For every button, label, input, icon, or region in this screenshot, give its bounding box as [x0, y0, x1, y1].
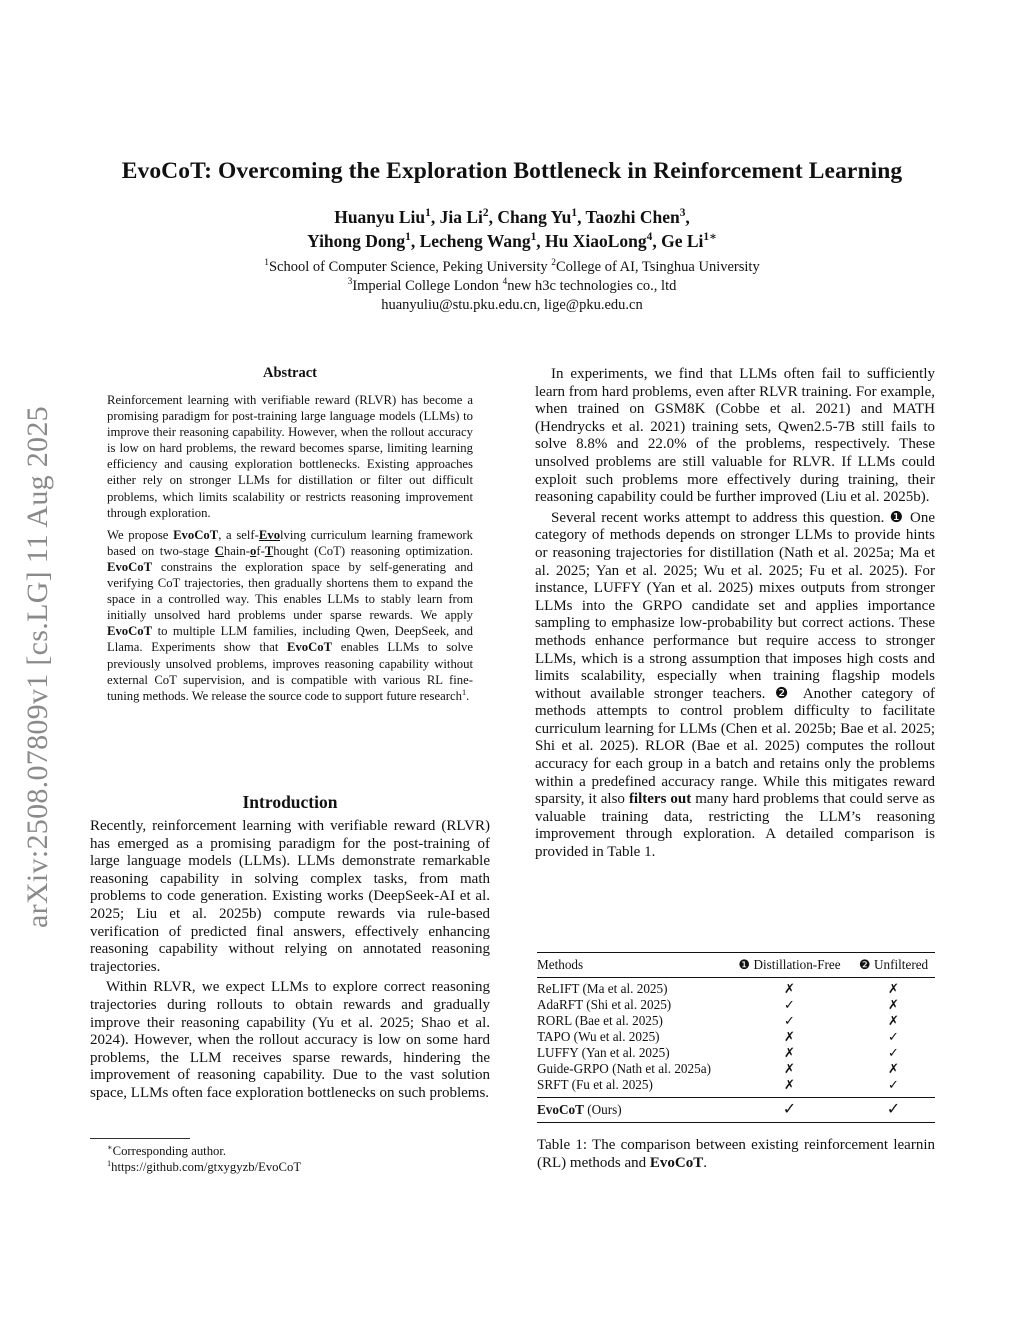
author-sup: 1	[571, 207, 578, 220]
distillation-free-cell: ✓	[782, 1101, 797, 1118]
table-row	[537, 1061, 935, 1077]
marker-1: ❶	[889, 509, 905, 526]
author-emails: huanyuliu@stu.pku.edu.cn, lige@pku.edu.cn	[381, 297, 643, 313]
unfiltered-cell: ✗	[887, 997, 900, 1012]
table-row	[537, 1045, 935, 1061]
table-caption: Table 1: The comparison between existing reinforcement learnin (RL) methods and EvoCoT.	[537, 1137, 935, 1171]
author-sup: 4	[646, 231, 653, 244]
method-cell: LUFFY (Yan et al. 2025)	[537, 1045, 670, 1060]
abstract-paragraph-2: We propose EvoCoT, a self-Evolving curriculum learning framework based on two-stage Chain-of-Thought (CoT) reasoning optimization. EvoCoT constrains the exploration space by self-generating and verifying CoT trajectories, then gradually shortens them to expand the space in a controlled way. This enables LLMs to stably learn from initially unsolved hard problems under sparse rewards. We apply EvoCoT to multiple LLM families, including Qwen, DeepSeek, and Llama. Experiments show that EvoCoT enables LLMs to solve previously unsolved problems, improves reasoning capability without external CoT supervision, and is compatible with various RL fine-tuning methods. We release the source code to support future research$^1$.	[107, 527, 473, 703]
arxiv-id: arXiv:2508.07809v1 [cs.LG] 11 Aug 2025	[21, 406, 54, 928]
table-row-evocot	[537, 1098, 935, 1122]
author-sup: 3	[679, 207, 686, 220]
paper-title: EvoCoT: Overcoming the Exploration Bottleneck in Reinforcement Learning	[121, 158, 903, 184]
author-line-1	[0, 207, 1024, 228]
distillation-free-cell: ✗	[783, 981, 796, 996]
method-cell: ReLIFT (Ma et al. 2025)	[537, 981, 668, 996]
header-methods: Methods	[537, 957, 584, 972]
method-cell: AdaRFT (Shi et al. 2025)	[537, 997, 672, 1012]
author-sup: 1∗	[703, 231, 717, 244]
unfiltered-cell: ✗	[887, 1061, 900, 1076]
unfiltered-cell: ✗	[887, 981, 900, 996]
author-sup: 1	[530, 231, 537, 244]
affil-text: new h3c technologies co., ltd	[507, 278, 677, 294]
unfiltered-cell: ✓	[886, 1101, 901, 1118]
right-paragraph-1: In experiments, we find that LLMs often fail to sufficiently learn from hard problems, even after RLVR training. For example, when trained on GSM8K (Cobbe et al. 2021) and MATH (Hendrycks et al. 2021) training sets, Qwen2.5-7B still fails to solve 8.8% and 22.0% of the problems, respectively. These unsolved problems are still valuable for RLVR. If LLMs could exploit such problems more effectively during training, their reasoning capability could be further improved (Liu et al. 2025b).	[535, 366, 935, 506]
author-sep: ,	[430, 207, 440, 227]
introduction-heading: Introduction	[242, 792, 338, 812]
intro-paragraph-2: Within RLVR, we expect LLMs to explore correct reasoning trajectories during rollouts to obtain rewards and gradually improve their reasoning capability (Yu et al. 2025; Shao et al. 2024). However, when the rollout accuracy is low on some hard problems, the LLM receives sparse rewards, hindering the improvement of reasoning capability. Due to the vast solution space, LLMs often face exploration bottlenecks on such problems.	[90, 979, 490, 1101]
abstract-body	[107, 392, 473, 710]
author-sep: ,	[577, 207, 586, 227]
author-name: Hu XiaoLong	[545, 231, 647, 251]
affil-sup: 4	[502, 277, 508, 288]
author-sup: 2	[482, 207, 489, 220]
table-row	[537, 1077, 935, 1093]
unfiltered-cell: ✓	[887, 1029, 900, 1044]
affil-sup: 1	[264, 258, 269, 269]
author-name: Chang Yu	[497, 207, 572, 227]
author-sup: 1	[425, 207, 431, 220]
method-cell: TAPO (Wu et al. 2025)	[537, 1029, 660, 1044]
intro-paragraph-1: Recently, reinforcement learning with verifiable reward (RLVR) has emerged as a promising paradigm for the post-training of large language models (LLMs). LLMs demonstrate remarkable reasoning capability in solving complex tasks, from math problems to code generation. Existing works (DeepSeek-AI et al. 2025; Liu et al. 2025b) compute rewards via rule-based verification of predicted final answers, effectively enhancing reasoning capability without relying on annotated reasoning trajectories.	[90, 818, 490, 975]
distillation-free-cell: ✗	[783, 1045, 796, 1060]
distillation-free-cell: ✗	[783, 1029, 796, 1044]
footnotes	[107, 1143, 301, 1175]
method-cell: SRFT (Fu et al. 2025)	[537, 1077, 653, 1092]
distillation-free-cell: ✗	[783, 1077, 796, 1092]
table-row	[537, 997, 935, 1013]
affiliation-line-1	[0, 259, 1024, 276]
unfiltered-cell: ✓	[887, 1045, 900, 1060]
author-name: Ge Li	[661, 231, 704, 251]
table-row	[537, 1013, 935, 1029]
footnote-github: $^1$https://github.com/gtxygyzb/EvoCoT	[107, 1158, 302, 1174]
marker-2: ❷	[774, 685, 795, 702]
author-line-2	[0, 231, 1024, 252]
footnote-corresponding: ∗Corresponding author.	[107, 1142, 227, 1158]
unfiltered-cell: ✗	[887, 1013, 900, 1028]
arxiv-sidebar	[10, 372, 66, 962]
unfiltered-cell: ✓	[887, 1077, 900, 1092]
author-sep: ,	[410, 231, 420, 251]
comparison-table	[537, 952, 935, 1123]
author-sep: ,	[536, 231, 546, 251]
author-name: Yihong Dong	[307, 231, 406, 251]
author-sup: 1	[405, 231, 411, 244]
author-name: Lecheng Wang	[419, 231, 531, 251]
author-sep: ,	[488, 207, 498, 227]
method-cell: Guide-GRPO (Nath et al. 2025a)	[537, 1061, 711, 1076]
affil-text: Imperial College London	[352, 278, 503, 294]
introduction-body	[90, 818, 490, 1103]
abstract-paragraph-1: Reinforcement learning with verifiable reward (RLVR) has become a promising paradigm for post-training large language models (LLMs) to improve their reasoning capability. However, when the rollout accuracy is low on hard problems, the reward becomes sparse, limiting learning efficiency and causing exploration bottlenecks. Existing approaches either rely on stronger LLMs for distillation or filter out difficult problems, which limits scalability or restricts reasoning improvement through exploration.	[107, 393, 473, 520]
table-header-row	[537, 953, 935, 977]
author-sep: ,	[685, 207, 690, 227]
right-column-body	[535, 366, 935, 862]
affil-sup: 2	[551, 258, 556, 269]
method-cell: EvoCoT (Ours)	[537, 1102, 622, 1117]
abstract-heading: Abstract	[263, 365, 317, 381]
affil-sup: 3	[347, 277, 353, 288]
affil-text: College of AI, Tsinghua University	[556, 259, 760, 275]
header-distillation-free: ❶ Distillation-Free	[738, 957, 841, 972]
author-name: Taozhi Chen	[585, 207, 680, 227]
table-row	[537, 1029, 935, 1045]
affiliation-line-2	[0, 278, 1024, 295]
affil-text: School of Computer Science, Peking University	[268, 259, 552, 275]
method-cell: RORL (Bae et al. 2025)	[537, 1013, 663, 1028]
author-name: Huanyu Liu	[334, 207, 426, 227]
distillation-free-cell: ✗	[783, 1061, 796, 1076]
right-paragraph-2: Several recent works attempt to address this question. ❶ One category of methods depends on stronger LLMs to provide hints or reasoning trajectories for distillation (Nath et al. 2025a; Ma et al. 2025; Yan et al. 2025; Wu et al. 2025; Fu et al. 2025). For instance, LUFFY (Yan et al. 2025) mixes outputs from stronger LLMs into the GRPO candidate set and applies importance sampling to emphasize low-probability but correct actions. These methods enhance performance but require access to stronger LLMs, which is a strong assumption that imposes high costs and limits scalability, especially when training flagship models without available stronger teachers. ❷ Another category of methods attempts to control problem difficulty to facilitate curriculum learning for LLMs (Chen et al. 2025b; Bae et al. 2025; Shi et al. 2025). RLOR (Bae et al. 2025) computes the rollout accuracy for each group in a batch and retains only the problems within a predefined accuracy range. While this mitigates reward sparsity, it also filters out many hard problems that could serve as valuable training data, restricting the LLM’s reasoning improvement through exploration. A detailed comparison is provided in Table 1.	[535, 509, 936, 861]
table-row	[537, 981, 935, 997]
distillation-free-cell: ✓	[783, 1013, 796, 1028]
author-name: Jia Li	[439, 207, 483, 227]
footnote-divider	[90, 1138, 190, 1139]
author-sep: ,	[652, 231, 662, 251]
distillation-free-cell: ✓	[783, 997, 796, 1012]
header-unfiltered: ❷ Unfiltered	[858, 957, 929, 972]
